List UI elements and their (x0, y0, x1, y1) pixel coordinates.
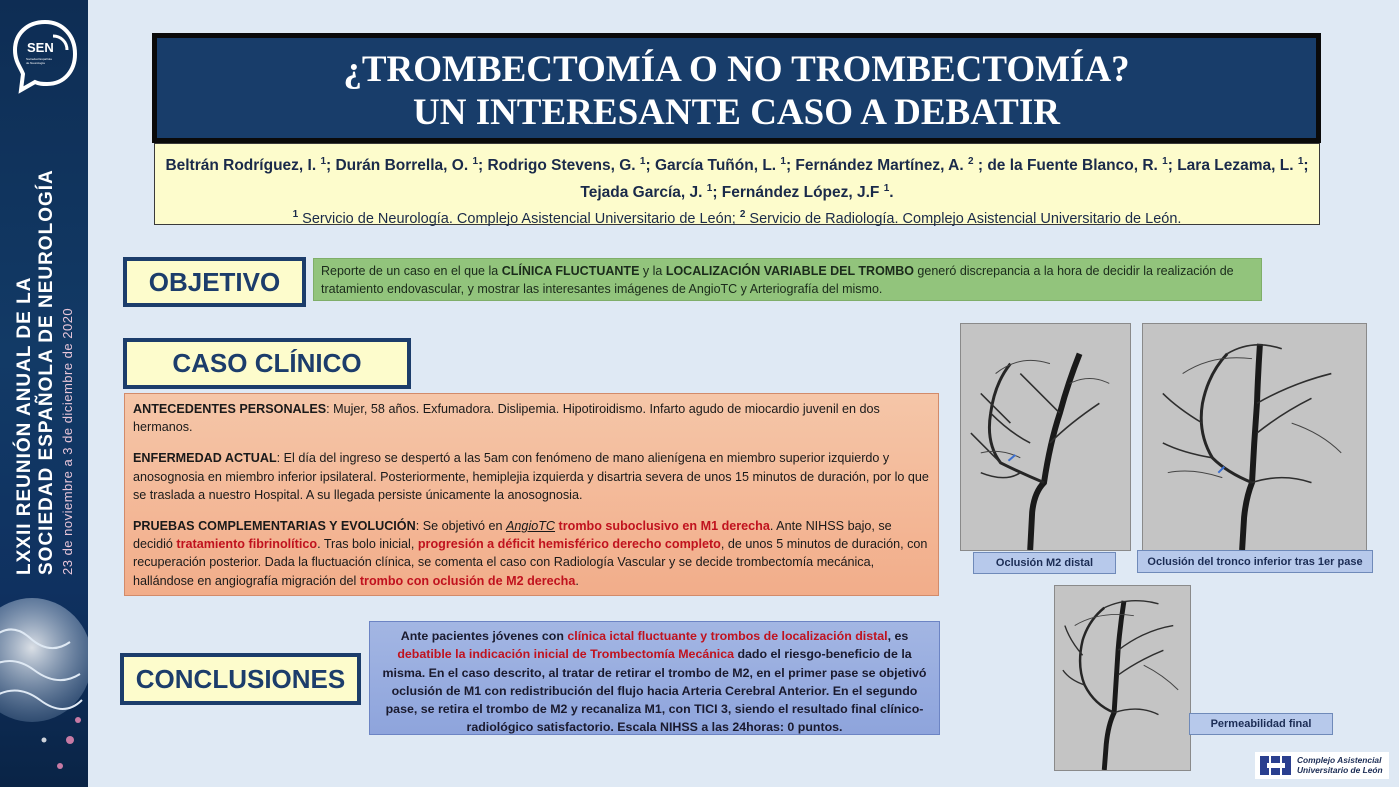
caso-clinico-text (124, 393, 939, 596)
angiography-image-final-permeability (1054, 585, 1191, 771)
figure-caption-1: Oclusión M2 distal (973, 552, 1116, 574)
author-list: Beltrán Rodríguez, I. $^1$; Durán Borrella, O. $^1$; Rodrigo Stevens, G. $^1$; García Tuñón, L. $^1$; Fernández Martínez, A. $^2$ ; de la Fuente Blanco, R. $^1$; Lara Lezama, L. $^1$; Tejada García, J. $^1$; Fernández López, J.F $^1$. (165, 156, 1309, 202)
objetivo-heading: OBJETIVO (123, 257, 306, 307)
authors-box (154, 143, 1320, 228)
angiography-image-inferior-trunk-occlusion (1142, 323, 1367, 551)
event-title-line1: LXXII REUNIÓN ANUAL DE LA (14, 276, 35, 575)
title-line2: UN INTERESANTE CASO A DEBATIR (413, 92, 1060, 133)
event-banner (14, 15, 78, 575)
objetivo-text: Reporte de un caso en el que la CLÍNICA FLUCTUANTE y la LOCALIZACIÓN VARIABLE DEL TROMBO generó discrepancia a la hora de decidir la realización de tratamiento endovascular, y mostrar las interesantes imágenes de AngioTC y Arteriografía del mismo. (313, 258, 1262, 301)
brain-illustration-icon (0, 590, 88, 787)
conclusiones-text: Ante pacientes jóvenes con clínica ictal fluctuante y trombos de localización distal, es debatible la indicación inicial de Trombectomía Mecánica dado el riesgo-beneficio de la misma. En el caso descrito, al tratar de retirar el trombo de M2, en el primer pase se objetivó oclusión de M1 con redistribución del flujo hacia Arteria Cerebral Anterior. En el segundo pase, se retira el trombo de M2 y recanaliza M1, con TICI 3, siendo el resultado final clínico-radiológico satisfactorio. Escala NIHSS a las 24horas: 0 puntos. (369, 621, 940, 735)
figure-caption-3: Permeabilidad final (1189, 713, 1333, 735)
poster-title (152, 33, 1321, 143)
hospital-logo-text: Complejo Asistencial Universitario de León (1297, 755, 1383, 775)
event-dates: 23 de noviembre a 3 de diciembre de 2020 (60, 307, 75, 575)
sidebar (0, 0, 88, 787)
angiography-image-m2-occlusion (960, 323, 1131, 551)
sen-logo-subtext: Sociedad Española de Neurología (26, 57, 52, 65)
antecedentes-paragraph: ANTECEDENTES PERSONALES: Mujer, 58 años. Exfumadora. Dislipemia. Hipotiroidismo. Infarto agudo de miocardio juvenil en dos hermanos. (133, 402, 880, 435)
conclusiones-heading: CONCLUSIONES (120, 653, 361, 705)
event-title-line2: SOCIEDAD ESPAÑOLA DE NEUROLOGÍA (36, 169, 57, 575)
sen-logo-text: SEN (27, 40, 54, 55)
figure-caption-2: Oclusión del tronco inferior tras 1er pase (1137, 550, 1373, 573)
enfermedad-paragraph: ENFERMEDAD ACTUAL: El día del ingreso se despertó a las 5am con fenómeno de mano alienígena en miembro superior izquierdo y anosognosia en miembro inferior ipsilateral. Posteriormente, hemiplejia izquierda y disartria severa de unos 15 minutos de duración, por lo que se traslada a nuestro Hospital. A su llegada persiste únicamente la anosognosia. (133, 451, 929, 502)
hospital-logo-mark-icon (1259, 754, 1293, 777)
pruebas-paragraph: PRUEBAS COMPLEMENTARIAS Y EVOLUCIÓN: Se objetivó en AngioTC trombo suboclusivo en M1 derecha. Ante NIHSS bajo, se decidió tratamiento fibrinolítico. Tras bolo inicial, progresión a déficit hemisférico derecho completo, de unos 5 minutos de duración, con recuperación posterior. Dada la fluctuación clínica, se comenta el caso con Radiología Vascular y se decide trombectomía mecánica, hallándose en angiografía migración del trombo con oclusión de M2 derecha. (133, 519, 928, 588)
title-line1: ¿TROMBECTOMÍA O NO TROMBECTOMÍA? (343, 49, 1130, 90)
hospital-logo (1255, 752, 1389, 779)
caso-clinico-heading: CASO CLÍNICO (123, 338, 411, 389)
affiliations: $^1$ Servicio de Neurología. Complejo Asistencial Universitario de León; $^2$ Servicio de Radiología. Complejo Asistencial Universitario de León. (292, 209, 1182, 228)
